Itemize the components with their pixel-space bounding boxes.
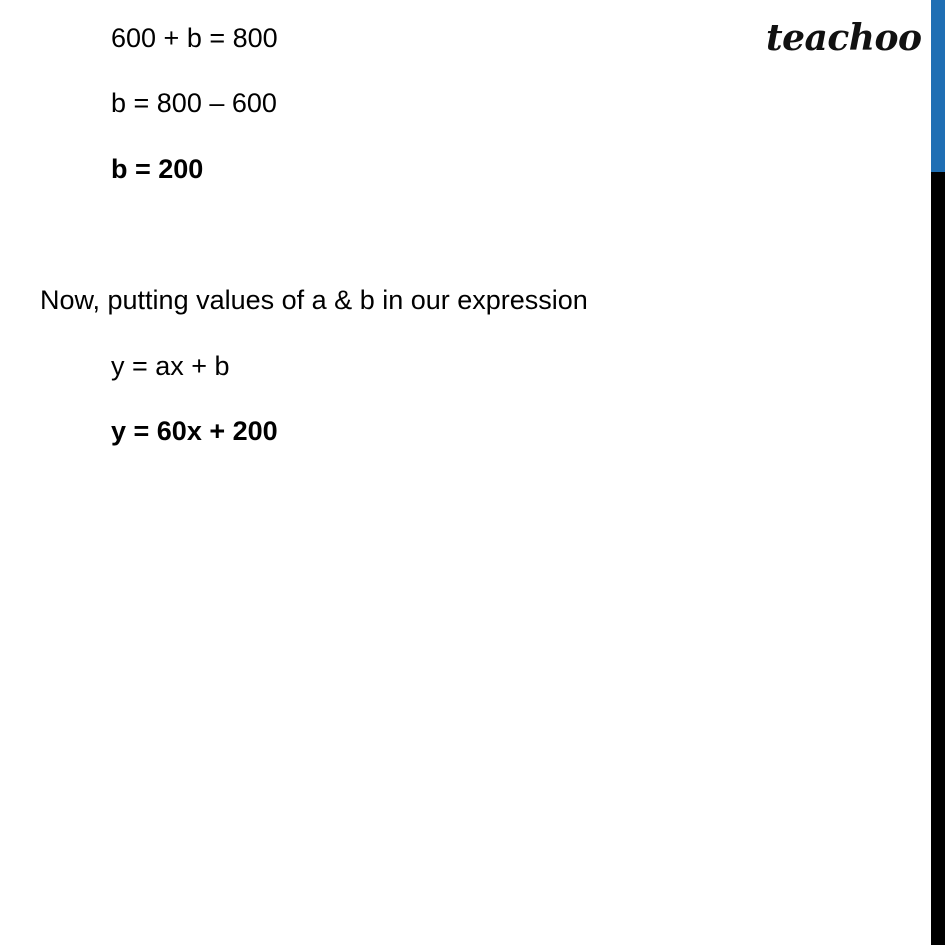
equation-result-b: b = 200 [111,154,204,184]
side-bar-accent [931,0,945,172]
side-bar [931,0,945,945]
equation-line-2: b = 800 – 600 [111,88,277,118]
teachoo-logo: teachoo [766,17,922,59]
expression-line: y = ax + b [111,351,230,381]
equation-line-1: 600 + b = 800 [111,23,278,53]
explanation-text: Now, putting values of a & b in our expression [40,285,588,315]
final-equation: y = 60x + 200 [111,416,278,446]
